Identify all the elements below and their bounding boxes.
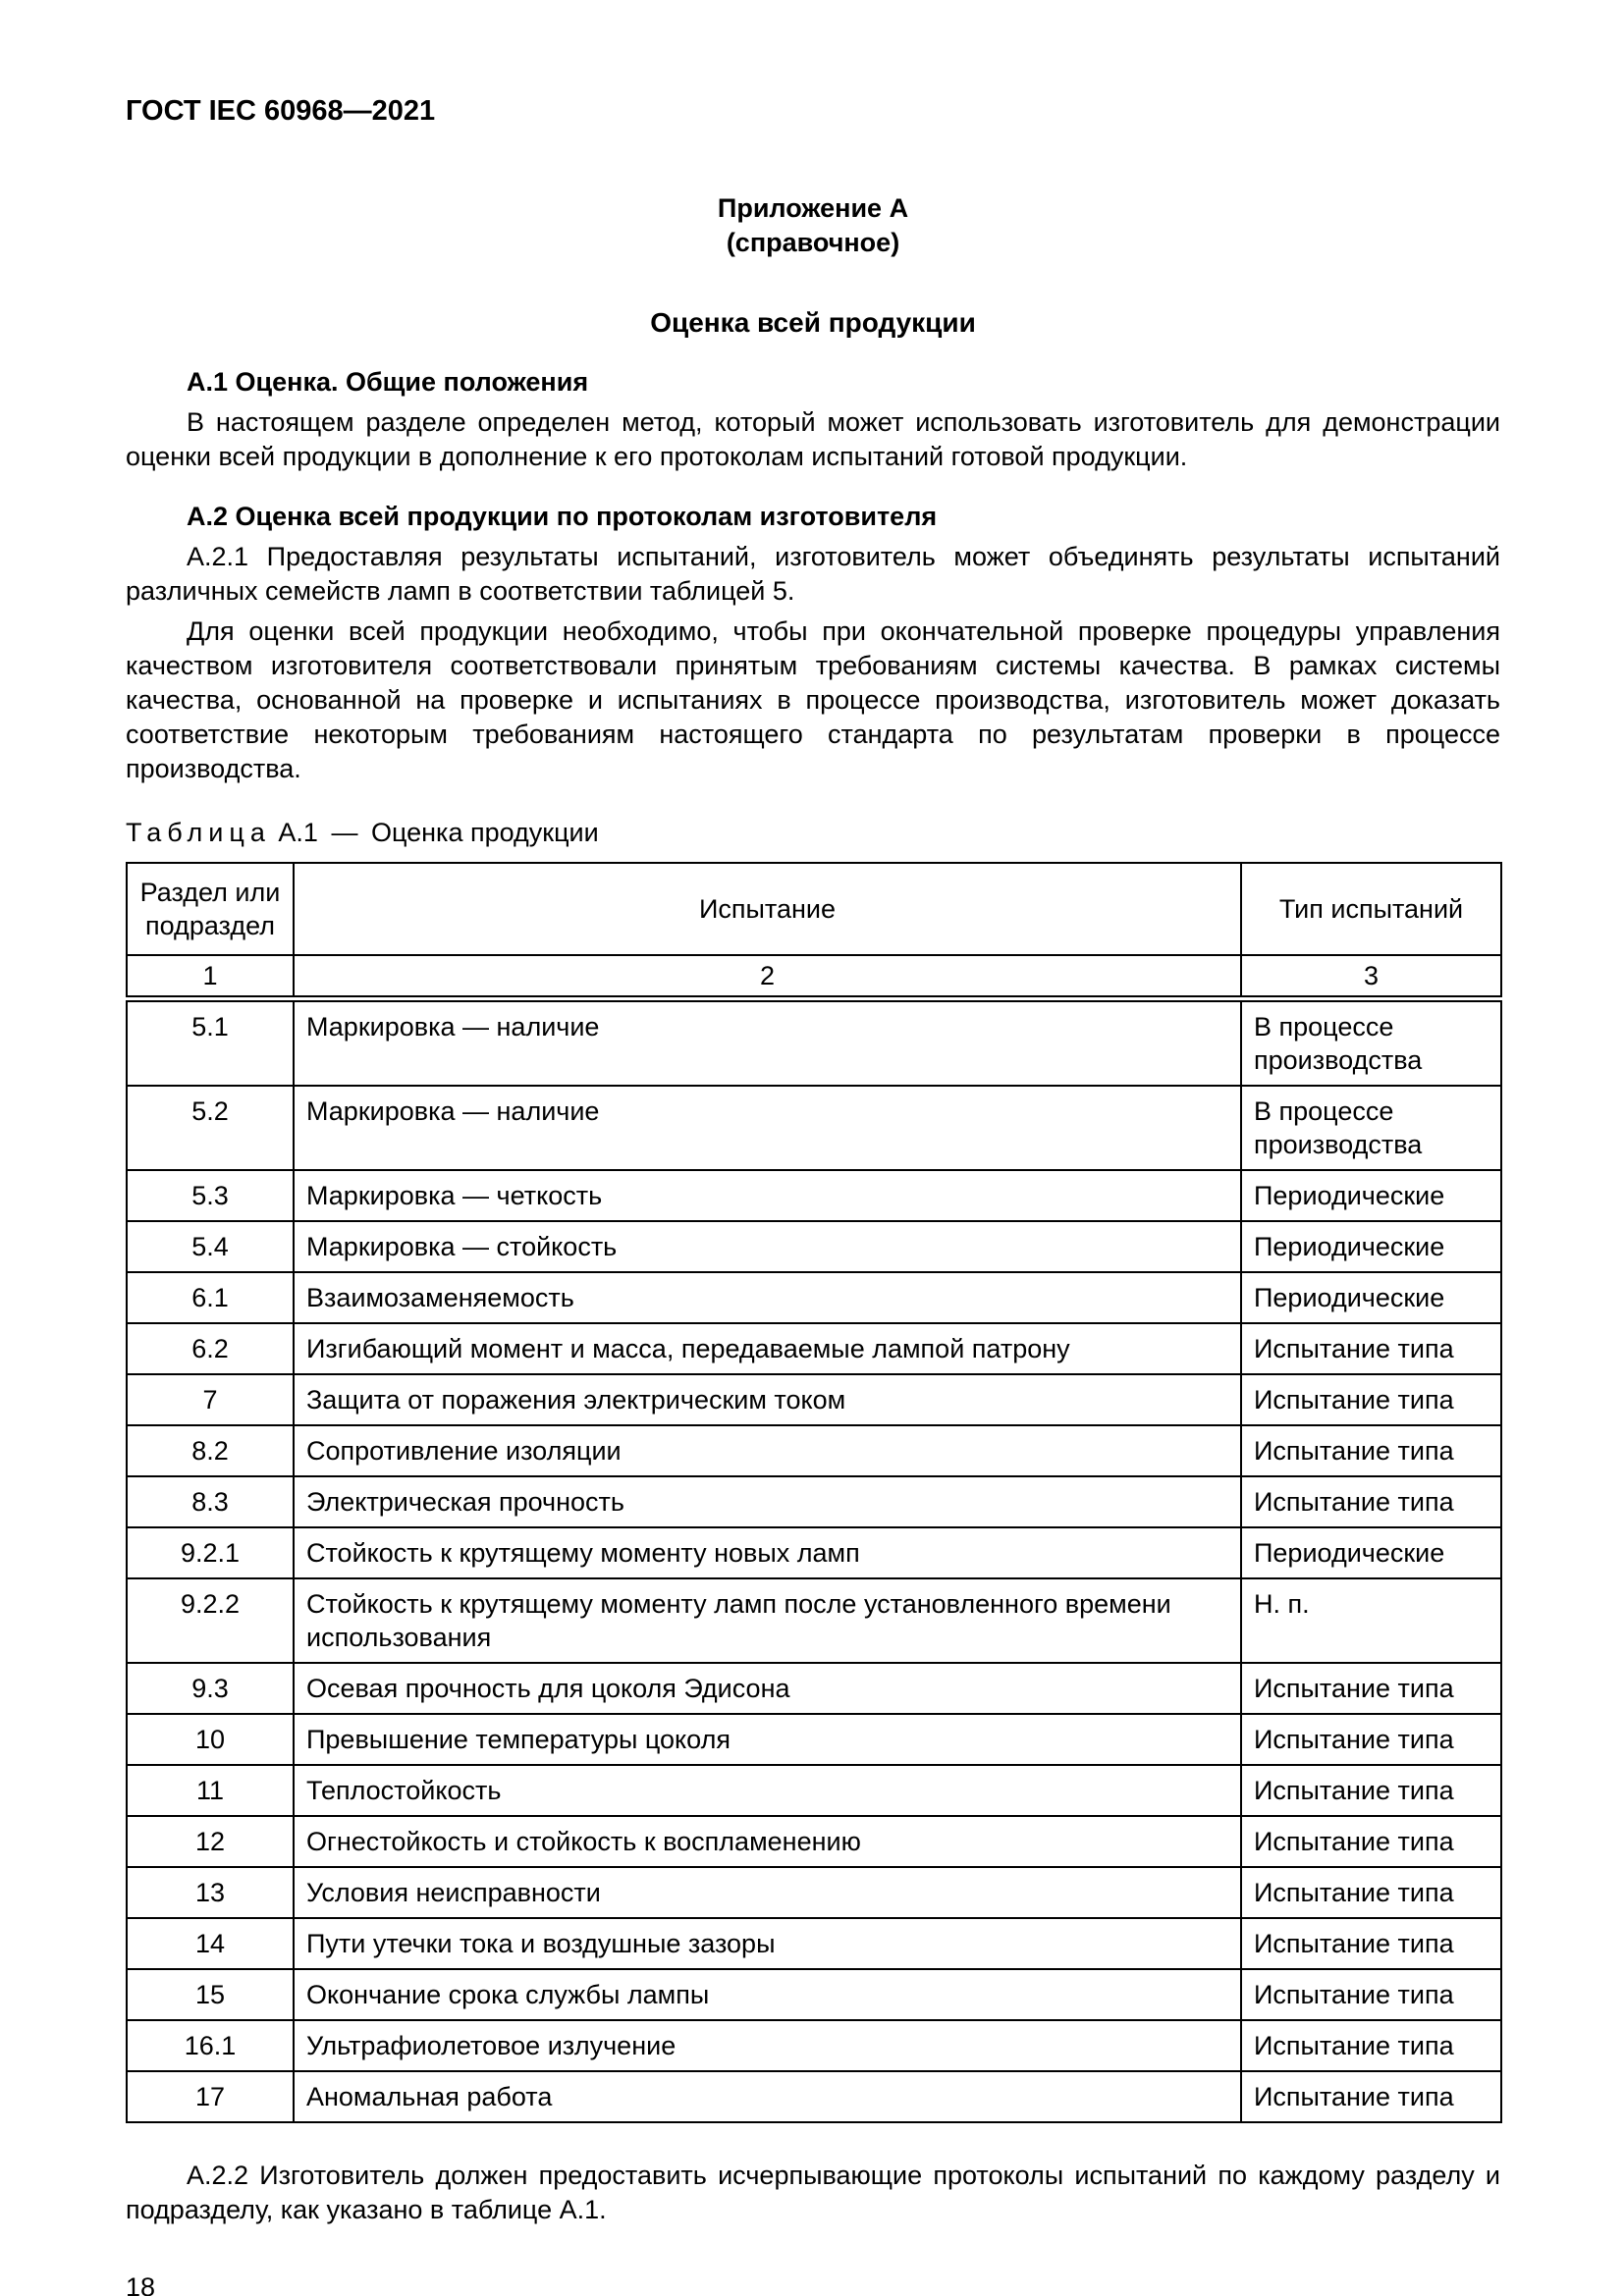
table-header-row <box>127 863 1501 955</box>
cell-test: Изгибающий момент и масса, передаваемые лампой патрону <box>294 1323 1241 1374</box>
appendix-kind: (справочное) <box>726 228 900 257</box>
cell-type: Периодические <box>1241 1527 1501 1578</box>
cell-type: Испытание типа <box>1241 1714 1501 1765</box>
section-a2-paragraph-2: Для оценки всей продукции необходимо, чтобы при окончательной проверке процедуры управления качеством изготовителя соответствовали принятым требованиям системы качества. В рамках системы качества, основанной на проверке и испытаниях в процессе производства, изготовитель может доказать соответствие некоторым требованиям настоящего стандарта по результатам проверки в процессе производства. <box>126 616 1500 783</box>
cell-test: Сопротивление изоляции <box>294 1425 1241 1476</box>
cell-type: Испытание типа <box>1241 2071 1501 2122</box>
section-a1-paragraph: В настоящем разделе определен метод, который может использовать изготовитель для демонстрации оценки всей продукции в дополнение к его протоколам испытаний готовой продукции. <box>126 407 1500 471</box>
cell-test: Теплостойкость <box>294 1765 1241 1816</box>
table-row <box>127 1918 1501 1969</box>
cell-section: 5.1 <box>127 999 294 1087</box>
cell-section: 14 <box>127 1918 294 1969</box>
table-row <box>127 1816 1501 1867</box>
table-caption <box>126 816 1500 850</box>
cell-section: 17 <box>127 2071 294 2122</box>
cell-section: 5.2 <box>127 1086 294 1170</box>
table-row <box>127 999 1501 1087</box>
table-caption-word: Таблица <box>126 818 271 847</box>
cell-test: Электрическая прочность <box>294 1476 1241 1527</box>
table-row <box>127 1272 1501 1323</box>
table-row <box>127 2071 1501 2122</box>
cell-type: Испытание типа <box>1241 1323 1501 1374</box>
evaluation-table <box>126 862 1502 2123</box>
cell-type: Испытание типа <box>1241 1918 1501 1969</box>
cell-test: Превышение температуры цоколя <box>294 1714 1241 1765</box>
table-body <box>127 999 1501 2123</box>
section-a21-paragraph: А.2.1 Предоставляя результаты испытаний, изготовитель может объединять результаты испытаний различных семейств ламп в соответствии таблицей 5. <box>126 542 1500 606</box>
column-number-3: 3 <box>1241 955 1501 999</box>
cell-type: Испытание типа <box>1241 1867 1501 1918</box>
cell-section: 6.2 <box>127 1323 294 1374</box>
table-row <box>127 1476 1501 1527</box>
table-caption-dash: — <box>331 818 358 847</box>
cell-type: Испытание типа <box>1241 1476 1501 1527</box>
cell-test: Маркировка — четкость <box>294 1170 1241 1221</box>
section-a1-heading: А.1 Оценка. Общие положения <box>187 367 589 397</box>
cell-type: В процессе производства <box>1241 999 1501 1087</box>
cell-type: Испытание типа <box>1241 2020 1501 2071</box>
table-row <box>127 1086 1501 1170</box>
column-number-row <box>127 955 1501 999</box>
section-a2-heading: А.2 Оценка всей продукции по протоколам изготовителя <box>187 502 938 531</box>
cell-test: Стойкость к крутящему моменту ламп после установленного времени использования <box>294 1578 1241 1663</box>
cell-type: Н. п. <box>1241 1578 1501 1663</box>
cell-test: Ультрафиолетовое излучение <box>294 2020 1241 2071</box>
table-row <box>127 1221 1501 1272</box>
column-number-1: 1 <box>127 955 294 999</box>
cell-test: Аномальная работа <box>294 2071 1241 2122</box>
header-test-column: Испытание <box>294 863 1241 955</box>
cell-test: Защита от поражения электрическим током <box>294 1374 1241 1425</box>
table-row <box>127 1527 1501 1578</box>
cell-section: 9.3 <box>127 1663 294 1714</box>
header-type-column: Тип испытаний <box>1241 863 1501 955</box>
cell-section: 11 <box>127 1765 294 1816</box>
cell-test: Маркировка — наличие <box>294 999 1241 1087</box>
table-caption-number: А.1 <box>278 818 318 847</box>
cell-section: 9.2.2 <box>127 1578 294 1663</box>
table-row <box>127 1323 1501 1374</box>
cell-test: Пути утечки тока и воздушные зазоры <box>294 1918 1241 1969</box>
table-row <box>127 2020 1501 2071</box>
cell-section: 12 <box>127 1816 294 1867</box>
cell-type: Периодические <box>1241 1272 1501 1323</box>
table-caption-title: Оценка продукции <box>370 818 599 847</box>
column-number-2: 2 <box>294 955 1241 999</box>
table-row <box>127 1425 1501 1476</box>
cell-section: 6.1 <box>127 1272 294 1323</box>
cell-test: Условия неисправности <box>294 1867 1241 1918</box>
cell-type: Испытание типа <box>1241 1969 1501 2020</box>
cell-type: Испытание типа <box>1241 1374 1501 1425</box>
appendix-label: Приложение А <box>717 193 909 223</box>
cell-section: 9.2.1 <box>127 1527 294 1578</box>
table-row <box>127 1714 1501 1765</box>
cell-type: В процессе производства <box>1241 1086 1501 1170</box>
table-row <box>127 1867 1501 1918</box>
appendix-title: Оценка всей продукции <box>650 307 976 338</box>
table-row <box>127 1969 1501 2020</box>
cell-type: Периодические <box>1241 1170 1501 1221</box>
cell-section: 5.3 <box>127 1170 294 1221</box>
cell-test: Стойкость к крутящему моменту новых ламп <box>294 1527 1241 1578</box>
cell-section: 8.3 <box>127 1476 294 1527</box>
header-section-column: Раздел или подраздел <box>127 863 294 955</box>
cell-section: 5.4 <box>127 1221 294 1272</box>
table-row <box>127 1374 1501 1425</box>
table-row <box>127 1765 1501 1816</box>
cell-test: Маркировка — наличие <box>294 1086 1241 1170</box>
cell-section: 13 <box>127 1867 294 1918</box>
cell-test: Осевая прочность для цоколя Эдисона <box>294 1663 1241 1714</box>
doc-number: ГОСТ IEC 60968—2021 <box>126 95 436 127</box>
cell-section: 7 <box>127 1374 294 1425</box>
cell-type: Испытание типа <box>1241 1816 1501 1867</box>
cell-section: 15 <box>127 1969 294 2020</box>
cell-type: Периодические <box>1241 1221 1501 1272</box>
page-number: 18 <box>126 2272 156 2296</box>
table-row <box>127 1578 1501 1663</box>
cell-test: Огнестойкость и стойкость к воспламенению <box>294 1816 1241 1867</box>
section-a22-paragraph: А.2.2 Изготовитель должен предоставить исчерпывающие протоколы испытаний по каждому разделу и подразделу, как указано в таблице А.1. <box>126 2161 1500 2224</box>
table-row <box>127 1663 1501 1714</box>
cell-type: Испытание типа <box>1241 1425 1501 1476</box>
cell-type: Испытание типа <box>1241 1765 1501 1816</box>
cell-section: 16.1 <box>127 2020 294 2071</box>
cell-section: 10 <box>127 1714 294 1765</box>
cell-test: Окончание срока службы лампы <box>294 1969 1241 2020</box>
cell-test: Взаимозаменяемость <box>294 1272 1241 1323</box>
cell-test: Маркировка — стойкость <box>294 1221 1241 1272</box>
table-row <box>127 1170 1501 1221</box>
cell-section: 8.2 <box>127 1425 294 1476</box>
cell-type: Испытание типа <box>1241 1663 1501 1714</box>
